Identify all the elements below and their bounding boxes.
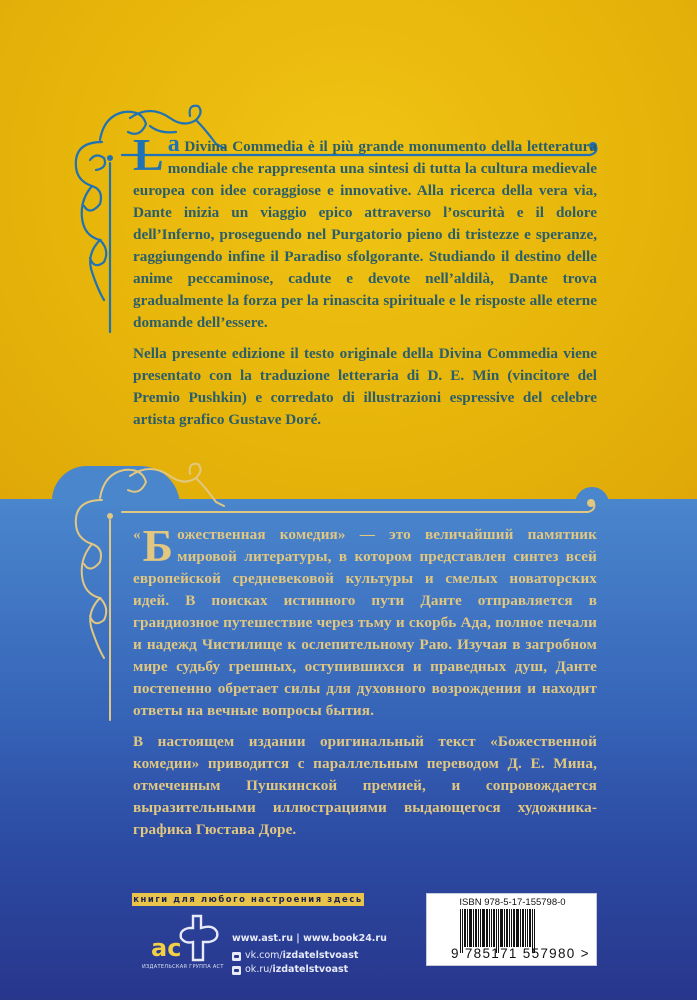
italian-paragraph-1-text: Divina Commedia è il più grande monumento della letteratura mondiale che rappresenta una sintesi di tutta la cultura medievale europea con idee coraggiose e innovative. Alla ricerca della vera via, Dante inizia un viaggio epico attraverso l’oscurità e il dolore dell’Inferno, proseguendo nel Purgatorio pieno di tristezze e speranze, raggiungendo infine il Paradiso sfolgorante. Studiando il destino delle anime peccaminose, cadute e devote nell’aldilà, Dante trova gradualmente la forza per la rinascita spirituale e le risposte alle eterne domande dell’essere. bbox=[133, 138, 597, 331]
vk-handle: izdatelstvoast bbox=[282, 950, 359, 961]
ok-handle: izdatelstvoast bbox=[272, 964, 349, 975]
isbn-label: ISBN 978-5-17-155798-0 bbox=[459, 897, 566, 908]
vk-prefix: vk.com/ bbox=[245, 950, 283, 961]
russian-dropcap: Б bbox=[142, 520, 174, 571]
website-links[interactable]: www.ast.ru | www.book24.ru bbox=[232, 933, 387, 944]
publisher-slogan: книги для любого настроения здесь bbox=[133, 894, 363, 904]
vk-link[interactable] bbox=[232, 949, 387, 963]
russian-paragraph-1 bbox=[133, 520, 597, 722]
barcode-bars-icon bbox=[460, 909, 564, 951]
ast-logo-text: ас bbox=[151, 934, 182, 962]
ok-icon bbox=[232, 966, 241, 975]
ok-prefix: ok.ru/ bbox=[245, 964, 273, 975]
russian-description bbox=[133, 520, 597, 850]
russian-paragraph-1-text: ожественная комедия» — это величайший памятник мировой литературы, в котором представлен синтез всей европейской средневековой культуры и смелых новаторских идей. В поисках истинного пути Данте отправляется в грандиозное путешествие через тьму и скорбь Ада, полное печали и надежд Чистилище к ослепительному Раю. Изучая в загробном мире судьбу грешных, оступившихся и праведных душ, Данте постепенно обретает силы для духовного возрождения и находит ответы на вечные вопросы бытия. bbox=[133, 526, 597, 719]
publisher-links bbox=[232, 931, 387, 977]
italian-description bbox=[133, 129, 597, 440]
russian-paragraph-2: В настоящем издании оригинальный текст «Божественной комедии» приводится с параллельным переводом Д. Е. Мина, отмеченным Пушкинской премией, и сопровождается выразительными иллюстрациями выдающегося художника-графика Гюстава Доре. bbox=[133, 733, 597, 838]
ok-link[interactable] bbox=[232, 963, 387, 977]
russian-open-quote: « bbox=[133, 527, 141, 543]
italian-dropcap: L bbox=[133, 129, 164, 180]
ean-digits: 9 785171 557980 > bbox=[451, 946, 590, 961]
italian-paragraph-1 bbox=[133, 129, 597, 334]
italian-paragraph-2: Nella presente edizione il testo originale della Divina Commedia viene presentato con la traduzione letteraria di D. E. Min (vincitore del Premio Pushkin) e corredato di illustrazioni espressive del celebre artista grafico Gustave Doré. bbox=[133, 345, 597, 428]
vk-icon bbox=[232, 952, 241, 961]
publisher-caption: ИЗДАТЕЛЬСКАЯ ГРУППА АСТ bbox=[142, 964, 224, 970]
italian-dropcap-rest: a bbox=[167, 131, 180, 157]
isbn-barcode bbox=[426, 893, 597, 966]
